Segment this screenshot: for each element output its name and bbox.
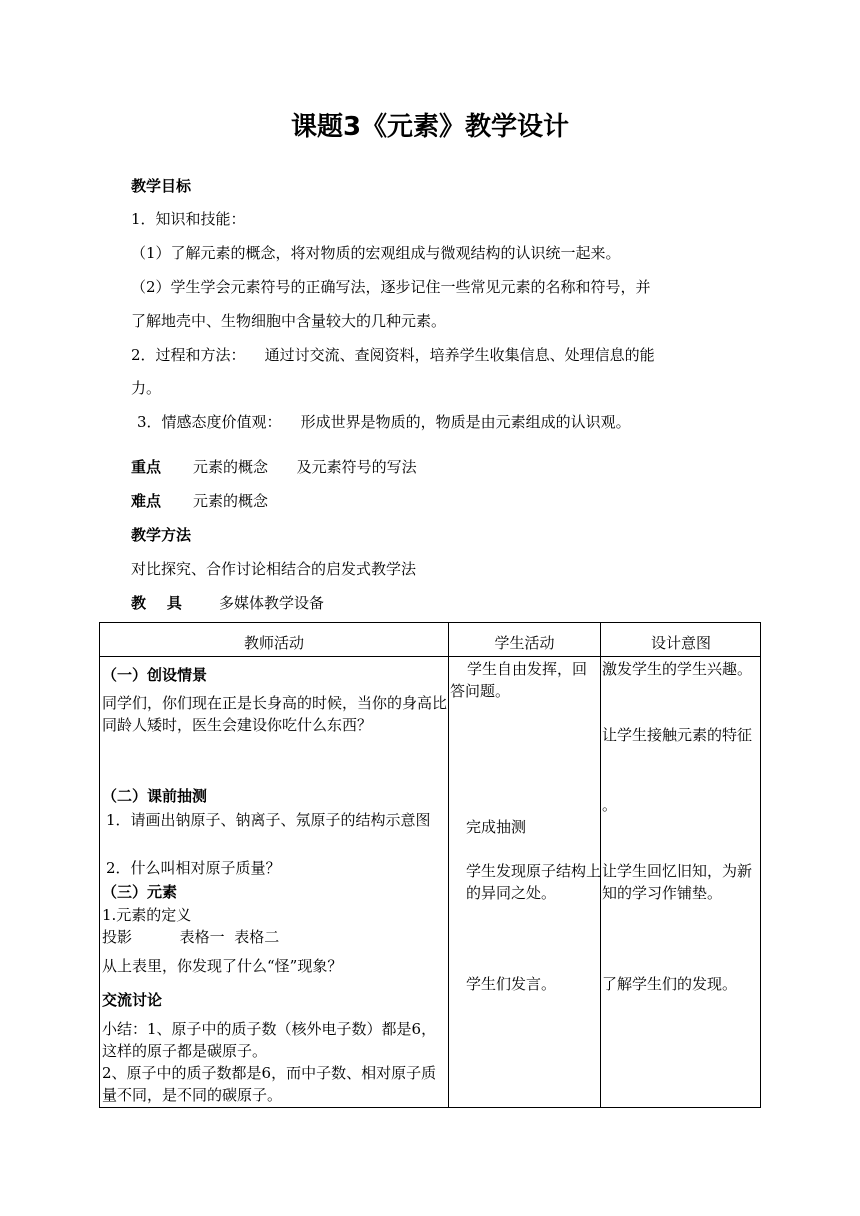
difficulty-text: 元素的概念	[193, 492, 269, 510]
section-3-subtitle: 1.元素的定义	[102, 906, 192, 924]
intent-2: 让学生接触元素的特征	[602, 726, 753, 744]
intent-5: 了解学生们的发现。	[602, 975, 738, 993]
summary-1: 小结：1、原子中的质子数（核外电子数）都是6，这样的原子都是碳原子。	[102, 1020, 437, 1060]
method-heading: 教学方法	[131, 526, 192, 544]
tools-text: 多媒体教学设备	[219, 594, 325, 612]
difficulty-label: 难点	[131, 492, 162, 510]
intent-3: 。	[602, 796, 618, 814]
student-activity-3: 学生发现原子结构上的异同之处。	[466, 862, 602, 902]
summary-2: 2、原子中的质子数都是6，而中子数、相对原子质量不同，是不同的碳原子。	[102, 1064, 437, 1104]
header-divider	[100, 656, 760, 657]
header-student: 学生活动	[494, 634, 555, 652]
objective-line-2: （1）了解元素的概念，将对物质的宏观组成与微观结构的认识统一起来。	[131, 244, 621, 262]
lesson-table	[99, 622, 761, 1108]
student-activity-2: 完成抽测	[466, 818, 527, 836]
objective-line-5: 3．情感态度价值观： 形成世界是物质的，物质是由元素组成的认识观。	[137, 413, 631, 431]
section-2-question-1: 1．请画出钠原子、钠离子、氖原子的结构示意图	[106, 811, 431, 829]
objective-line-3b: 了解地壳中、生物细胞中含量较大的几种元素。	[131, 312, 447, 330]
section-3-title: （三）元素	[102, 883, 178, 901]
key-point-text: 元素的概念 及元素符号的写法	[193, 458, 417, 476]
student-activity-1: 学生自由发挥，回答问题。	[450, 660, 588, 700]
column-divider	[448, 623, 449, 1107]
objective-line-4a: 2．过程和方法： 通过讨交流、查阅资料，培养学生收集信息、处理信息的能	[131, 346, 655, 364]
tools-label: 教 具	[131, 594, 182, 612]
objective-line-3a: （2）学生学会元素符号的正确写法，逐步记住一些常见元素的名称和符号，并	[131, 278, 651, 296]
section-3-projection: 投影 表格一 表格二	[102, 928, 280, 946]
method-text: 对比探究、合作讨论相结合的启发式教学法	[131, 560, 417, 578]
student-activity-4: 学生们发言。	[466, 975, 557, 993]
objectives-heading: 教学目标	[131, 177, 192, 195]
intent-1: 激发学生的学生兴趣。	[602, 660, 753, 678]
objective-line-1: 1．知识和技能：	[131, 210, 246, 228]
intent-4: 让学生回忆旧知，为新知的学习作铺垫。	[602, 862, 753, 902]
section-1-text: 同学们，你们现在正是长身高的时候，当你的身高比同龄人矮时，医生会建设你吃什么东西？	[102, 694, 448, 734]
section-3-question: 从上表里，你发现了什么“怪”现象？	[102, 957, 343, 975]
section-2-title: （二）课前抽测	[102, 787, 208, 805]
header-intent: 设计意图	[650, 634, 711, 652]
header-teacher: 教师活动	[243, 634, 304, 652]
section-4-title: 交流讨论	[102, 991, 163, 1009]
objective-line-4b: 力。	[131, 379, 162, 397]
key-point-label: 重点	[131, 458, 162, 476]
section-1-title: （一）创设情景	[102, 666, 208, 684]
page-title: 课题3《元素》教学设计	[290, 112, 570, 142]
section-2-question-2: 2．什么叫相对原子质量？	[106, 859, 281, 877]
